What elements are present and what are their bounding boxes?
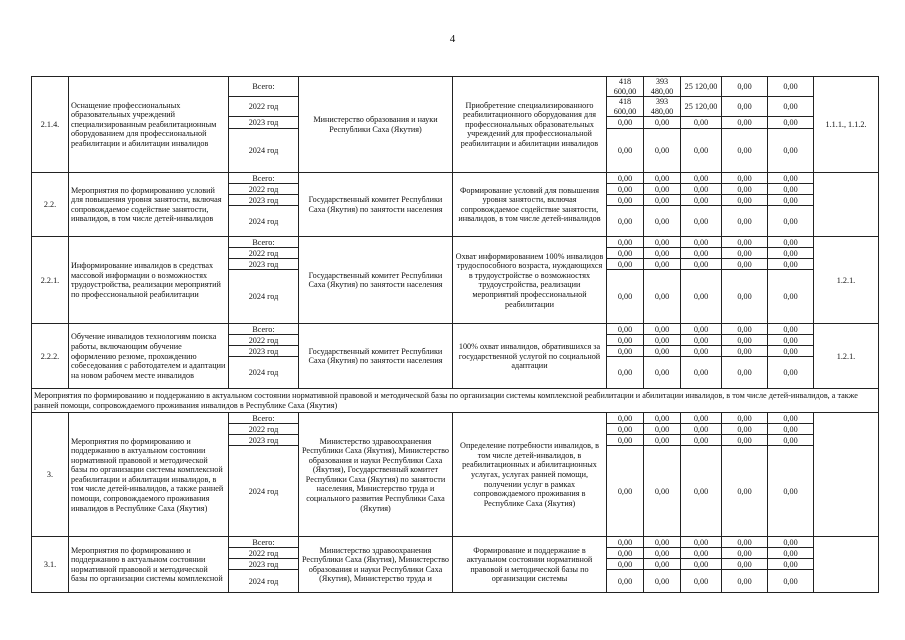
table-row — [32, 77, 879, 97]
amount-cell: 0,00 — [722, 413, 768, 424]
item-result: 100% охват инвалидов, обратившихся за государственной услугой по социальной адаптации — [453, 324, 607, 389]
amount-cell: 0,00 — [768, 77, 814, 97]
period-label: Всего: — [229, 173, 299, 184]
item-executor: Государственный комитет Республики Саха (Якутия) по занятости населения — [299, 324, 453, 389]
period-label: 2022 год — [229, 97, 299, 117]
amount-cell: 0,00 — [644, 435, 681, 446]
period-label: 2022 год — [229, 335, 299, 346]
amount-cell: 0,00 — [681, 357, 722, 389]
indicator-link — [814, 537, 879, 593]
period-label: 2024 год — [229, 270, 299, 324]
amount-cell: 0,00 — [768, 206, 814, 237]
amount-cell: 0,00 — [644, 195, 681, 206]
amount-cell: 0,00 — [722, 435, 768, 446]
amount-cell: 0,00 — [768, 248, 814, 259]
period-label: 2024 год — [229, 570, 299, 593]
amount-cell: 0,00 — [722, 446, 768, 537]
amount-cell: 0,00 — [722, 270, 768, 324]
item-result: Приобретение специализированного реабилитационного оборудования для профессиональных образовательных учреждений для профессиональной реабилитации и абилитации инвалидов — [453, 77, 607, 173]
amount-cell: 0,00 — [681, 570, 722, 593]
indicator-link: 1.1.1., 1.1.2. — [814, 77, 879, 173]
amount-cell: 0,00 — [722, 570, 768, 593]
amount-cell: 418 600,00 — [607, 77, 644, 97]
amount-cell: 0,00 — [681, 237, 722, 248]
table-row — [32, 173, 879, 184]
period-label: 2022 год — [229, 548, 299, 559]
amount-cell: 0,00 — [681, 424, 722, 435]
amount-cell: 0,00 — [681, 548, 722, 559]
amount-cell: 418 600,00 — [607, 97, 644, 117]
amount-cell: 0,00 — [722, 346, 768, 357]
period-label: 2024 год — [229, 206, 299, 237]
amount-cell: 0,00 — [644, 324, 681, 335]
period-label: 2022 год — [229, 184, 299, 195]
amount-cell: 0,00 — [681, 537, 722, 548]
amount-cell: 0,00 — [681, 206, 722, 237]
amount-cell: 0,00 — [644, 184, 681, 195]
amount-cell: 0,00 — [644, 248, 681, 259]
period-label: Всего: — [229, 77, 299, 97]
indicator-link — [814, 173, 879, 237]
amount-cell: 0,00 — [681, 117, 722, 129]
amount-cell: 0,00 — [681, 270, 722, 324]
amount-cell: 0,00 — [722, 259, 768, 270]
amount-cell: 0,00 — [607, 324, 644, 335]
amount-cell: 0,00 — [722, 357, 768, 389]
period-label: Всего: — [229, 324, 299, 335]
amount-cell: 0,00 — [644, 413, 681, 424]
amount-cell: 393 480,00 — [644, 77, 681, 97]
item-executor: Министерство здравоохранения Республики Саха (Якутия), Министерство образования и науки Республики Саха (Якутия), Министерство труда и — [299, 537, 453, 593]
amount-cell: 0,00 — [722, 77, 768, 97]
amount-cell: 0,00 — [607, 424, 644, 435]
section-heading: Мероприятия по формированию и поддержанию в актуальном состоянии нормативной правовой и методической базы по организации системы комплексной реабилитации и абилитации инвалидов, в том числе детей-инвалидов, а также ранней помощи, сопровождаемого проживания инвалидов в Республике Саха (Якутия) — [32, 389, 879, 413]
amount-cell: 0,00 — [722, 537, 768, 548]
amount-cell: 0,00 — [607, 173, 644, 184]
amount-cell: 0,00 — [607, 446, 644, 537]
amount-cell: 0,00 — [644, 237, 681, 248]
amount-cell: 0,00 — [768, 184, 814, 195]
amount-cell: 0,00 — [607, 184, 644, 195]
amount-cell: 0,00 — [722, 173, 768, 184]
page-number: 4 — [449, 33, 456, 45]
period-label: 2023 год — [229, 559, 299, 570]
amount-cell: 0,00 — [768, 435, 814, 446]
indicator-link: 1.2.1. — [814, 324, 879, 389]
amount-cell: 0,00 — [607, 206, 644, 237]
amount-cell: 0,00 — [644, 335, 681, 346]
item-executor: Государственный комитет Республики Саха (Якутия) по занятости населения — [299, 237, 453, 324]
amount-cell: 0,00 — [722, 195, 768, 206]
table-row — [32, 537, 879, 548]
indicator-link — [814, 413, 879, 537]
amount-cell: 0,00 — [644, 206, 681, 237]
amount-cell: 0,00 — [768, 357, 814, 389]
amount-cell: 0,00 — [768, 173, 814, 184]
amount-cell: 0,00 — [607, 435, 644, 446]
amount-cell: 0,00 — [644, 424, 681, 435]
item-number: 3.1. — [32, 537, 69, 593]
amount-cell: 0,00 — [681, 559, 722, 570]
amount-cell: 0,00 — [722, 248, 768, 259]
amount-cell: 0,00 — [681, 184, 722, 195]
amount-cell: 0,00 — [607, 559, 644, 570]
amount-cell: 0,00 — [644, 537, 681, 548]
amount-cell: 0,00 — [681, 324, 722, 335]
item-name: Мероприятия по формированию и поддержанию в актуальном состоянии нормативной правовой и методической базы по организации системы комплексной — [69, 537, 229, 593]
amount-cell: 0,00 — [722, 559, 768, 570]
amount-cell: 25 120,00 — [681, 97, 722, 117]
amount-cell: 0,00 — [768, 559, 814, 570]
amount-cell: 0,00 — [644, 548, 681, 559]
amount-cell: 0,00 — [768, 446, 814, 537]
amount-cell: 0,00 — [722, 129, 768, 173]
period-label: Всего: — [229, 413, 299, 424]
amount-cell: 0,00 — [681, 173, 722, 184]
amount-cell: 0,00 — [607, 237, 644, 248]
amount-cell: 0,00 — [768, 195, 814, 206]
amount-cell: 0,00 — [644, 346, 681, 357]
item-result: Формирование и поддержание в актуальном состоянии нормативной правовой и методической базы по организации системы — [453, 537, 607, 593]
amount-cell: 0,00 — [768, 413, 814, 424]
amount-cell: 0,00 — [768, 237, 814, 248]
amount-cell: 0,00 — [681, 446, 722, 537]
amount-cell: 0,00 — [607, 248, 644, 259]
amount-cell: 0,00 — [768, 335, 814, 346]
amount-cell: 0,00 — [681, 259, 722, 270]
amount-cell: 0,00 — [681, 413, 722, 424]
period-label: 2023 год — [229, 117, 299, 129]
period-label: Всего: — [229, 237, 299, 248]
amount-cell: 0,00 — [644, 559, 681, 570]
item-name: Мероприятия по формированию и поддержанию в актуальном состоянии нормативной правовой и методической базы по организации системы комплексной реабилитации и абилитации инвалидов, в том числе детей-инвалидов, а также ранней помощи, сопровождаемого проживания инвалидов в Республике Саха (Якутия) — [69, 413, 229, 537]
item-result: Охват информированием 100% инвалидов трудоспособного возраста, нуждающихся в трудоустройстве о возможностях трудоустройства, реализации мероприятий профессиональной реабилитации — [453, 237, 607, 324]
table-row — [32, 237, 879, 248]
amount-cell: 0,00 — [681, 435, 722, 446]
amount-cell: 0,00 — [607, 537, 644, 548]
period-label: Всего: — [229, 537, 299, 548]
amount-cell: 0,00 — [722, 184, 768, 195]
amount-cell: 0,00 — [768, 270, 814, 324]
item-number: 2.2. — [32, 173, 69, 237]
amount-cell: 0,00 — [607, 117, 644, 129]
activities-table — [31, 76, 879, 593]
amount-cell: 0,00 — [768, 117, 814, 129]
amount-cell: 0,00 — [722, 335, 768, 346]
amount-cell: 0,00 — [768, 97, 814, 117]
item-executor: Государственный комитет Республики Саха (Якутия) по занятости населения — [299, 173, 453, 237]
amount-cell: 0,00 — [681, 335, 722, 346]
amount-cell: 0,00 — [768, 570, 814, 593]
amount-cell: 0,00 — [644, 357, 681, 389]
table-row — [32, 413, 879, 424]
amount-cell: 0,00 — [681, 129, 722, 173]
period-label: 2022 год — [229, 248, 299, 259]
item-number: 2.1.4. — [32, 77, 69, 173]
amount-cell: 0,00 — [768, 424, 814, 435]
amount-cell: 0,00 — [722, 424, 768, 435]
period-label: 2024 год — [229, 446, 299, 537]
item-result: Определение потребности инвалидов, в том числе детей-инвалидов, в реабилитационных и абилитационных услугах, услугах ранней помощи, получении услуг в рамках сопровождаемого проживания в Республике Саха (Якутия) — [453, 413, 607, 537]
item-name: Обучение инвалидов технологиям поиска работы, включающим обучение оформлению резюме, прохождению собеседования с работодателем и адаптации на новом рабочем месте инвалидов — [69, 324, 229, 389]
indicator-link: 1.2.1. — [814, 237, 879, 324]
period-label: 2023 год — [229, 435, 299, 446]
amount-cell: 0,00 — [644, 270, 681, 324]
amount-cell: 0,00 — [768, 259, 814, 270]
item-number: 3. — [32, 413, 69, 537]
amount-cell: 0,00 — [644, 117, 681, 129]
amount-cell: 0,00 — [681, 346, 722, 357]
period-label: 2023 год — [229, 195, 299, 206]
amount-cell: 0,00 — [644, 173, 681, 184]
item-number: 2.2.1. — [32, 237, 69, 324]
amount-cell: 0,00 — [607, 570, 644, 593]
amount-cell: 0,00 — [722, 206, 768, 237]
amount-cell: 0,00 — [722, 97, 768, 117]
item-name: Мероприятия по формированию условий для повышения уровня занятости, включая сопровождаемое содействие занятости, инвалидов, в том числе детей-инвалидов — [69, 173, 229, 237]
amount-cell: 0,00 — [768, 537, 814, 548]
item-result: Формирование условий для повышения уровня занятости, включая сопровождаемое содействие занятости, инвалидов, в том числе детей-инвалидов — [453, 173, 607, 237]
period-label: 2022 год — [229, 424, 299, 435]
item-executor: Министерство здравоохранения Республики Саха (Якутия), Министерство образования и науки Республики Саха (Якутия), Государственный комитет Республики Саха (Якутия) по занятости населения, Министерство труда и социального развития Республики Саха (Якутия) — [299, 413, 453, 537]
amount-cell: 0,00 — [607, 357, 644, 389]
period-label: 2023 год — [229, 346, 299, 357]
period-label: 2024 год — [229, 129, 299, 173]
amount-cell: 0,00 — [722, 324, 768, 335]
amount-cell: 0,00 — [681, 195, 722, 206]
amount-cell: 0,00 — [768, 346, 814, 357]
amount-cell: 0,00 — [607, 413, 644, 424]
amount-cell: 0,00 — [722, 548, 768, 559]
amount-cell: 0,00 — [644, 129, 681, 173]
amount-cell: 0,00 — [607, 259, 644, 270]
amount-cell: 0,00 — [644, 570, 681, 593]
item-number: 2.2.2. — [32, 324, 69, 389]
amount-cell: 0,00 — [607, 335, 644, 346]
period-label: 2023 год — [229, 259, 299, 270]
amount-cell: 0,00 — [681, 248, 722, 259]
amount-cell: 0,00 — [722, 237, 768, 248]
item-name: Оснащение профессиональных образовательных учреждений специализированным реабилитационным оборудованием для профессиональной реабилитации и абилитации инвалидов — [69, 77, 229, 173]
amount-cell: 0,00 — [768, 129, 814, 173]
amount-cell: 0,00 — [768, 548, 814, 559]
section-heading-row — [32, 389, 879, 413]
amount-cell: 0,00 — [607, 346, 644, 357]
amount-cell: 0,00 — [607, 195, 644, 206]
period-label: 2024 год — [229, 357, 299, 389]
amount-cell: 393 480,00 — [644, 97, 681, 117]
amount-cell: 0,00 — [768, 324, 814, 335]
amount-cell: 0,00 — [722, 117, 768, 129]
table-row — [32, 324, 879, 335]
amount-cell: 0,00 — [607, 129, 644, 173]
amount-cell: 0,00 — [607, 270, 644, 324]
amount-cell: 0,00 — [644, 446, 681, 537]
amount-cell: 0,00 — [607, 548, 644, 559]
amount-cell: 25 120,00 — [681, 77, 722, 97]
item-name: Информирование инвалидов в средствах массовой информации о возможностях трудоустройства, реализации мероприятий по профессиональной реабилитации — [69, 237, 229, 324]
amount-cell: 0,00 — [644, 259, 681, 270]
item-executor: Министерство образования и науки Республики Саха (Якутия) — [299, 77, 453, 173]
